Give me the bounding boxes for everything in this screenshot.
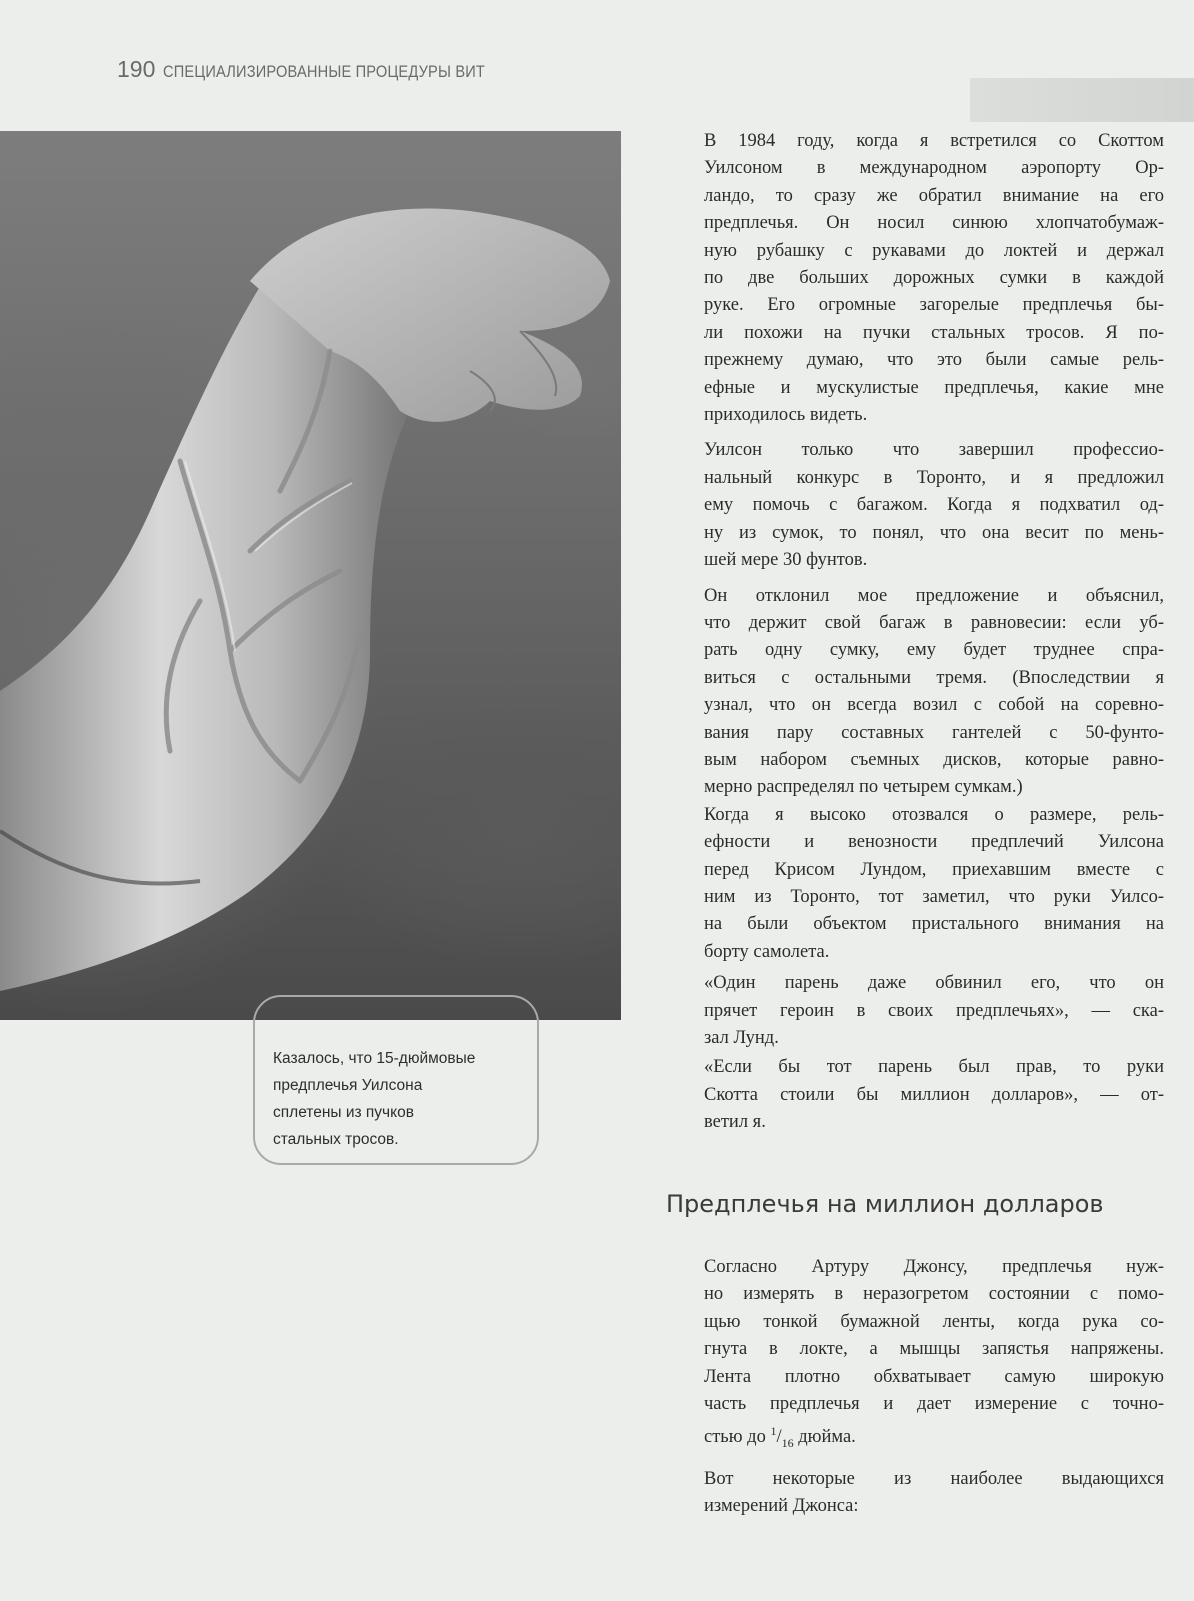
text-fragment: дюйма. [793,1427,856,1448]
caption-line: Казалось, что 15-дюймовые [273,1050,476,1067]
paragraph [666,1466,1164,1521]
paragraph [666,1254,1164,1458]
text-line: мерно распределял по четырем сумкам.) [704,777,1023,798]
text-line: виться с остальными тремя. (Впоследствии я [704,667,1164,688]
paragraph [666,970,1164,1052]
forearm-photo [0,131,621,1020]
text-line: шей мере 30 фунтов. [704,550,868,571]
paragraph [666,437,1164,574]
text-line: ефности и венозности предплечий Уилсона [704,832,1164,853]
section-subheading: Предплечья на миллион долларов [666,1190,1104,1218]
text-line: Он отклонил мое предложение и объяснил, [704,585,1164,606]
text-line: гнута в локте, а мышцы запястья напряжены. [704,1339,1164,1360]
text-line: на были объектом пристального внимания на [704,914,1164,935]
text-line: что держит свой багаж в равновесии: если уб- [704,612,1164,633]
body-text-column-2 [666,1254,1164,1521]
running-header [117,56,538,83]
paragraph [666,802,1164,966]
text-line: по две больших дорожных сумки в каждой [704,268,1164,289]
text-line: ную рубашку с рукавами до локтей и держал [704,240,1164,261]
text-line: «Один парень даже обвинил его, что он [704,973,1164,994]
text-line: ефные и мускулистые предплечья, какие мне [704,377,1164,398]
text-line: измерений Джонса: [704,1496,859,1517]
text-line: Когда я высоко отозвался о размере, рель- [704,804,1164,825]
text-line: Согласно Артуру Джонсу, предплечья нуж- [704,1257,1164,1277]
fraction-line [666,1418,1164,1457]
text-line: Лента плотно обхватывает самую широкую [704,1366,1164,1387]
text-line: щью тонкой бумажной ленты, когда рука со- [704,1311,1164,1332]
photo-caption [253,995,539,1165]
text-line: ландо, то сразу же обратил внимание на его [704,185,1164,206]
text-line: часть предплечья и дает измерение с точно- [704,1394,1164,1415]
text-line: приходилось видеть. [704,405,868,426]
text-line: ну из сумок, то понял, что она весит по мень- [704,522,1164,543]
text-line: нальный конкурс в Торонто, и я предложил [704,467,1164,488]
text-line: прячет героин в своих предплечьях», — ска- [704,1000,1164,1021]
margin-tab-bleed [970,78,1194,122]
caption-line: стальных тросов. [273,1131,399,1148]
body-text-column [666,128,1164,1137]
text-line: руке. Его огромные загорелые предплечья бы- [704,295,1164,316]
caption-line: сплетены из пучков [273,1104,414,1121]
text-line: Уилсон только что завершил профессио- [704,440,1164,461]
text-line: Скотта стоили бы миллион долларов», — от- [704,1084,1164,1105]
text-line: борту самолета. [704,941,830,962]
text-line: зал Лунд. [704,1028,779,1048]
text-line: «Если бы тот парень был прав, то руки [704,1057,1164,1078]
text-line: рать одну сумку, ему будет труднее спра- [704,640,1164,661]
text-line: ветил я. [704,1112,766,1133]
text-line: ли похожи на пучки стальных тросов. Я по- [704,322,1164,343]
text-line: вым набором съемных дисков, которые равно- [704,749,1164,770]
text-fragment: стью до [704,1427,771,1448]
paragraph [666,128,1164,429]
text-line: В 1984 году, когда я встретился со Скоттом [704,131,1164,151]
page-number: 190 [117,56,156,82]
text-line: Уилсоном в международном аэропорту Ор- [704,158,1164,179]
text-line: Вот некоторые из наиболее выдающихся [704,1468,1164,1489]
forearm-illustration [0,131,621,1020]
fraction-numerator: 1 [770,1424,777,1439]
fraction-slash: / [776,1427,782,1448]
paragraph [666,583,1164,802]
caption-line: предплечья Уилсона [273,1077,423,1094]
text-line: перед Крисом Лундом, приехавшим вместе с [704,859,1164,880]
text-line: узнал, что он всегда возил с собой на соревно- [704,695,1164,716]
text-line: ним из Торонто, тот заметил, что руки Уилсо- [704,886,1164,907]
running-title: СПЕЦИАЛИЗИРОВАННЫЕ ПРОЦЕДУРЫ ВИТ [163,62,486,81]
text-line: вания пару составных гантелей с 50-фунто- [704,722,1164,743]
text-line: но измерять в неразогретом состоянии с помо- [704,1284,1164,1305]
text-line: ему помочь с багажом. Когда я подхватил од- [704,495,1164,516]
paragraph [666,1054,1164,1136]
text-line: прежнему думаю, что это были самые рель- [704,350,1164,371]
text-line: предплечья. Он носил синюю хлопчатобумаж- [704,213,1164,234]
fraction-denominator: 16 [781,1436,794,1451]
